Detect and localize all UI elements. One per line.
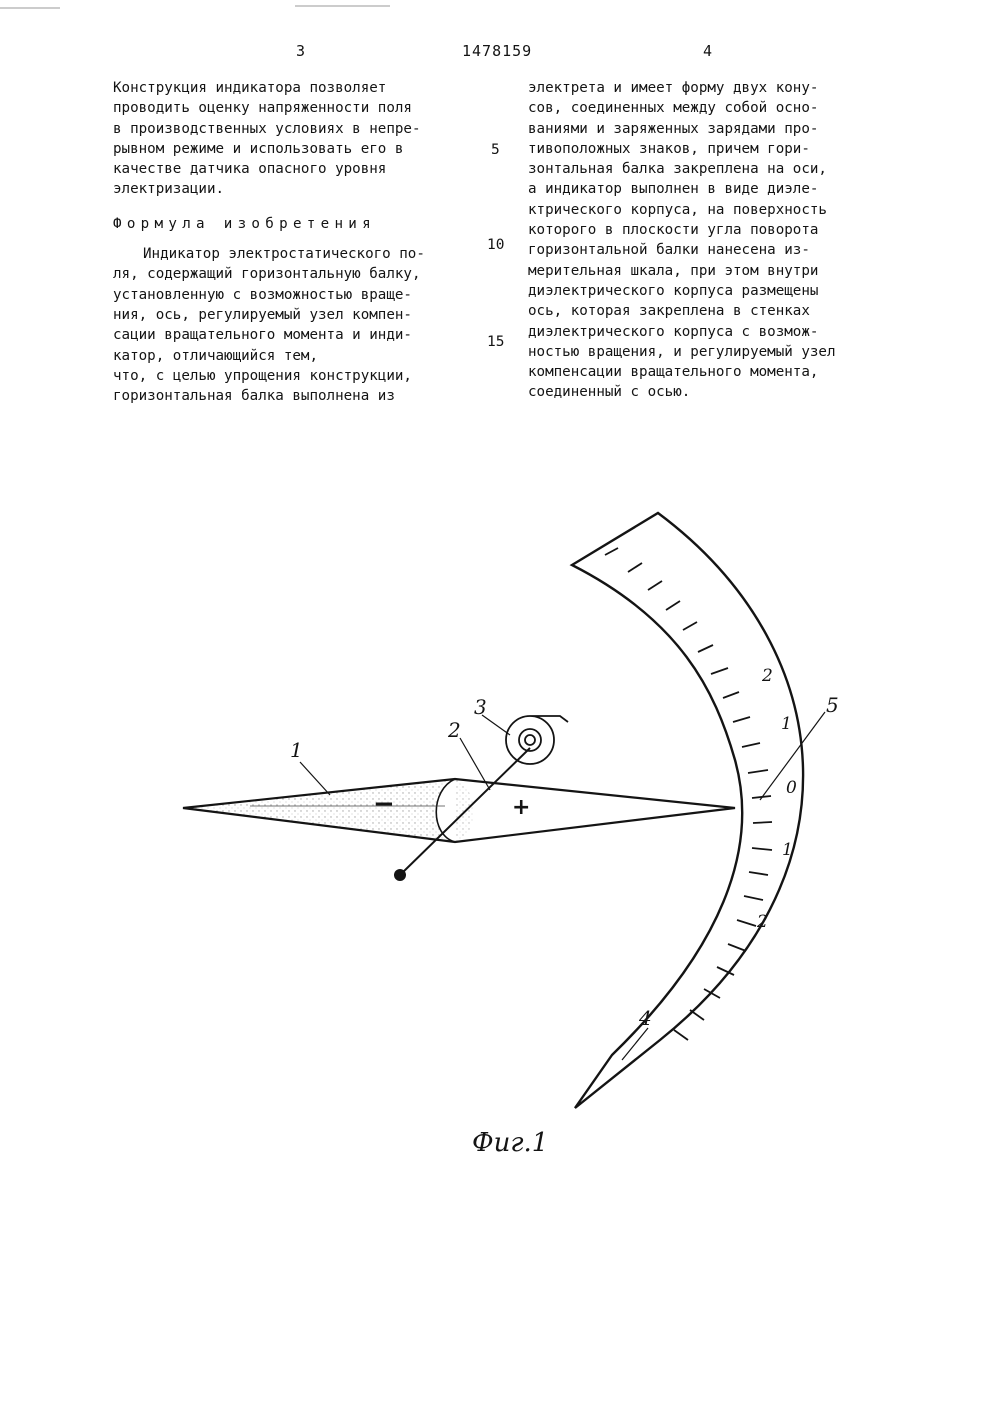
callout-1: 1 [290,738,303,762]
negative-charge-sign: − [373,789,395,819]
text-line: горизонтальной балки нанесена из- [528,242,810,259]
text-line: Конструкция индикатора позволяет [113,80,387,96]
text-line: мерительная шкала, при этом внутри [528,262,819,279]
text-line: сов, соединенных между собой осно- [528,100,819,117]
spring-coil-icon [506,716,568,764]
callout-4: 4 [639,1006,652,1030]
figure-caption: Фиг.1 [472,1128,549,1158]
text-line: сации вращательного момента и инди- [113,327,412,344]
scale-label: 1 [781,714,792,734]
figure-1-drawing [0,440,1000,1130]
text-line: ля, содержащий горизонтальную балку, [113,266,421,283]
text-line: диэлектрического корпуса размещены [528,282,819,299]
callout-3: 3 [474,695,487,719]
right-column [528,78,836,403]
text-line: соединенный с осью. [528,384,691,401]
text-line: ностью вращения, и регулируемый узел [528,343,836,360]
patent-number: 1478159 [462,42,533,60]
scale-label: 2 [762,666,773,686]
text-line: установленную с возможностью враще- [113,286,412,303]
callout-5: 5 [826,693,839,717]
left-column [113,78,425,406]
text-line: электрета и имеет форму двух кону- [528,80,819,96]
text-line: катор, отличающийся тем, [113,347,318,364]
text-line: проводить оценку напряженности поля [113,100,412,117]
text-line: ния, ось, регулируемый узел компен- [113,306,412,323]
electret-beam [183,779,735,842]
text-line: электризации. [113,181,225,198]
text-line: в производственных условиях в непре- [113,120,421,137]
line-number: 5 [491,142,500,158]
text-line: ваниями и заряженных зарядами про- [528,120,819,137]
text-line: что, с целью упрощения конструкции, [113,367,412,384]
page-number-right: 4 [703,42,713,60]
text-line: зонтальная балка закреплена на оси, [528,161,827,178]
claims-heading: Формула изобретения [113,215,376,232]
text-line: диэлектрического корпуса с возмож- [528,323,819,340]
text-line: которого в плоскости угла поворота [528,222,819,239]
text-line: Индикатор электростатического по- [143,246,425,263]
text-line: компенсации вращательного момента, [528,364,819,381]
callout-2: 2 [448,718,461,742]
line-number: 15 [487,334,505,350]
positive-charge-sign: + [512,795,531,820]
dielectric-housing [572,513,803,1108]
text-line: рывном режиме и использовать его в [113,140,404,157]
text-line: ось, которая закреплена в стенках [528,303,810,320]
text-line: качестве датчика опасного уровня [113,161,387,178]
text-line: а индикатор выполнен в виде диэле- [528,181,819,198]
scale-label: 0 [786,778,797,798]
text-line: горизонтальная балка выполнена из [113,388,395,405]
text-line: ктрического корпуса, на поверхность [528,201,827,218]
scale-label: 1 [782,840,793,860]
line-number: 10 [487,237,505,253]
callout-leaders [300,712,825,1060]
scan-marks [0,0,1000,20]
page-number-left: 3 [296,42,306,60]
text-line: тивоположных знаков, причем гори- [528,140,810,157]
scale-label: 2 [757,912,768,932]
